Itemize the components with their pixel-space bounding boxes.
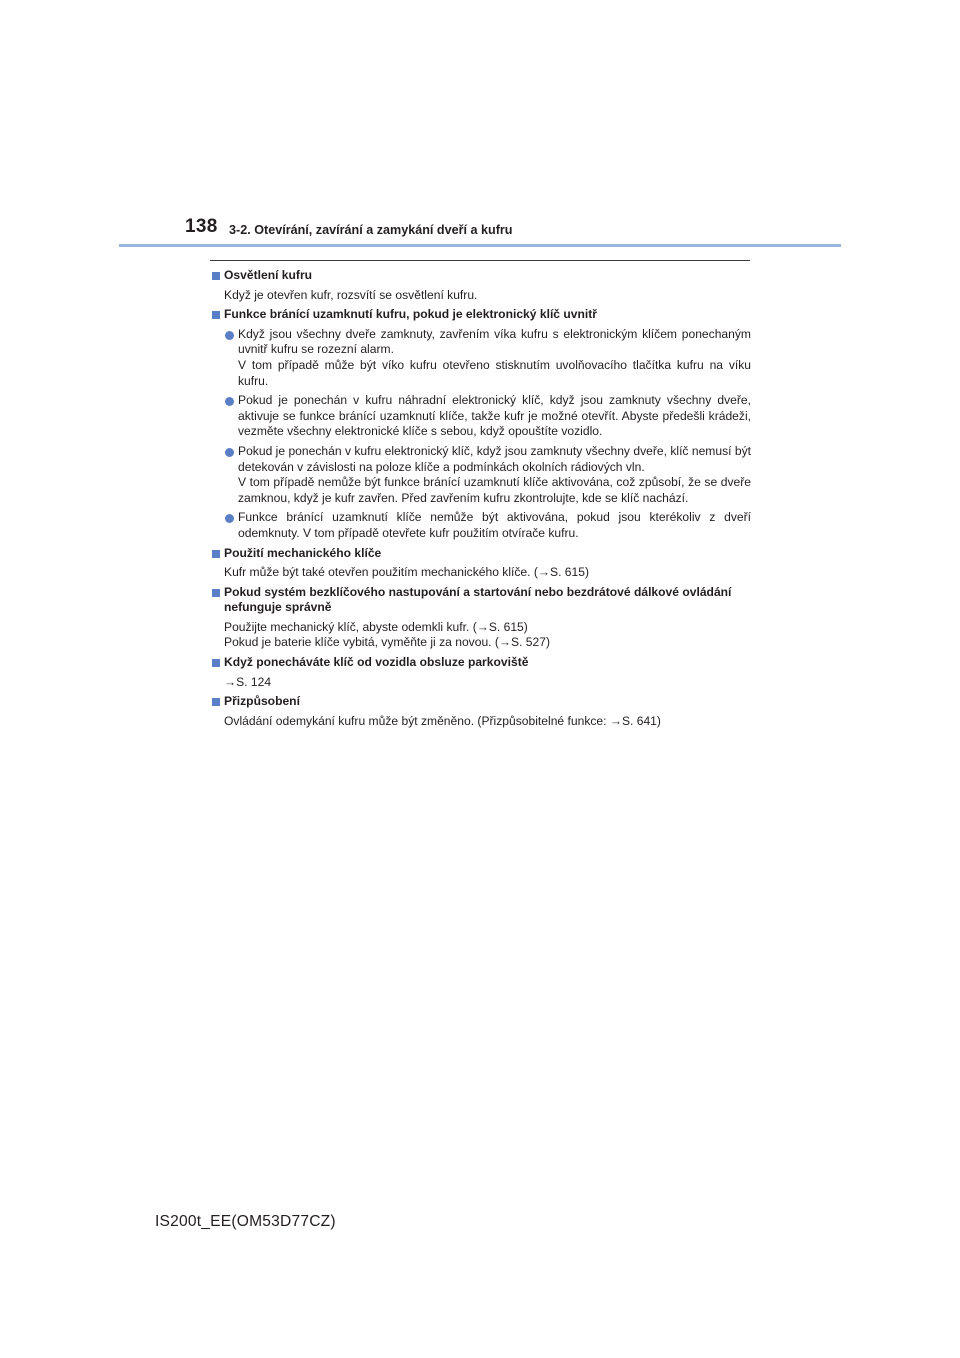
header-rule bbox=[119, 244, 841, 247]
paragraph-valet: →S. 124 bbox=[224, 674, 272, 689]
circle-bullet-icon bbox=[225, 448, 234, 457]
page-number: 138 bbox=[185, 216, 218, 237]
section-title: 3-2. Otevírání, zavírání a zamykání dveří a kufru bbox=[229, 223, 513, 237]
square-bullet-icon bbox=[212, 550, 220, 558]
paragraph-mechanical-key: Kufr může být také otevřen použitím mechanického klíče. (→S. 615) bbox=[224, 565, 589, 580]
square-bullet-icon bbox=[212, 272, 220, 280]
heading-customization: Přizpůsobení bbox=[210, 694, 751, 710]
heading-valet: Když ponecháváte klíč od vozidla obsluze parkoviště bbox=[210, 655, 751, 671]
bullet-item: Když jsou všechny dveře zamknuty, zavřením víka kufru s elektronickým klíčem ponechaným uvnitř kufru se rozezní alarm. V tom případě může být víko kufru otevřeno stisknutím uvolňovacího tlačítka kufru na víku kufru. bbox=[210, 327, 751, 389]
square-bullet-icon bbox=[212, 589, 220, 597]
heading-trunk-light: Osvětlení kufru bbox=[210, 268, 751, 284]
bullet-item: Pokud je ponechán v kufru elektronický klíč, když jsou zamknuty všechny dveře, klíč nemusí být detekován v závislosti na poloze klíče a podmínkách okolních rádiových vln. V tom případě nemůže být funkce bránící uzamknutí klíče aktivována, což způsobí, že se dveře zamknou, když je kufr zavřen. Před zavřením kufru zkontrolujte, kde se klíč nachází. bbox=[210, 444, 751, 506]
circle-bullet-icon bbox=[225, 331, 234, 340]
heading-mechanical-key: Použití mechanického klíče bbox=[210, 546, 751, 562]
paragraph-customization: Ovládání odemykání kufru může být změněno. (Přizpůsobitelné funkce: →S. 641) bbox=[224, 713, 661, 728]
paragraph-keyless-malfunction: Použijte mechanický klíč, abyste odemkli kufr. (→S. 615) Pokud je baterie klíče vybitá, vyměňte ji za novou. (→S. 527) bbox=[224, 619, 551, 650]
bullet-item: Funkce bránící uzamknutí klíče nemůže být aktivována, pokud jsou kterékoliv z dveří odemknuty. V tom případě otevřete kufr použitím otvírače kufru. bbox=[210, 510, 751, 541]
circle-bullet-icon bbox=[225, 397, 234, 406]
heading-keyless-malfunction: Pokud systém bezklíčového nastupování a startování nebo bezdrátové dálkové ovládání nefunguje správně bbox=[210, 585, 751, 616]
square-bullet-icon bbox=[212, 659, 220, 667]
square-bullet-icon bbox=[212, 698, 220, 706]
content-rule bbox=[210, 260, 750, 261]
bullet-item: Pokud je ponechán v kufru náhradní elektronický klíč, když jsou zamknuty všechny dveře, aktivuje se funkce bránící uzamknutí klíče, takže kufr je možné otevřít. Abyste předešli krádeži, vezměte všechny elektronické klíče s sebou, když opouštíte vozidlo. bbox=[210, 393, 751, 440]
heading-lockout-function: Funkce bránící uzamknutí kufru, pokud je elektronický klíč uvnitř bbox=[210, 307, 751, 323]
footer-model-code: IS200t_EE(OM53D77CZ) bbox=[155, 1213, 336, 1230]
circle-bullet-icon bbox=[225, 514, 234, 523]
square-bullet-icon bbox=[212, 311, 220, 319]
paragraph-trunk-light: Když je otevřen kufr, rozsvítí se osvětlení kufru. bbox=[224, 287, 478, 302]
content-area bbox=[210, 268, 751, 729]
